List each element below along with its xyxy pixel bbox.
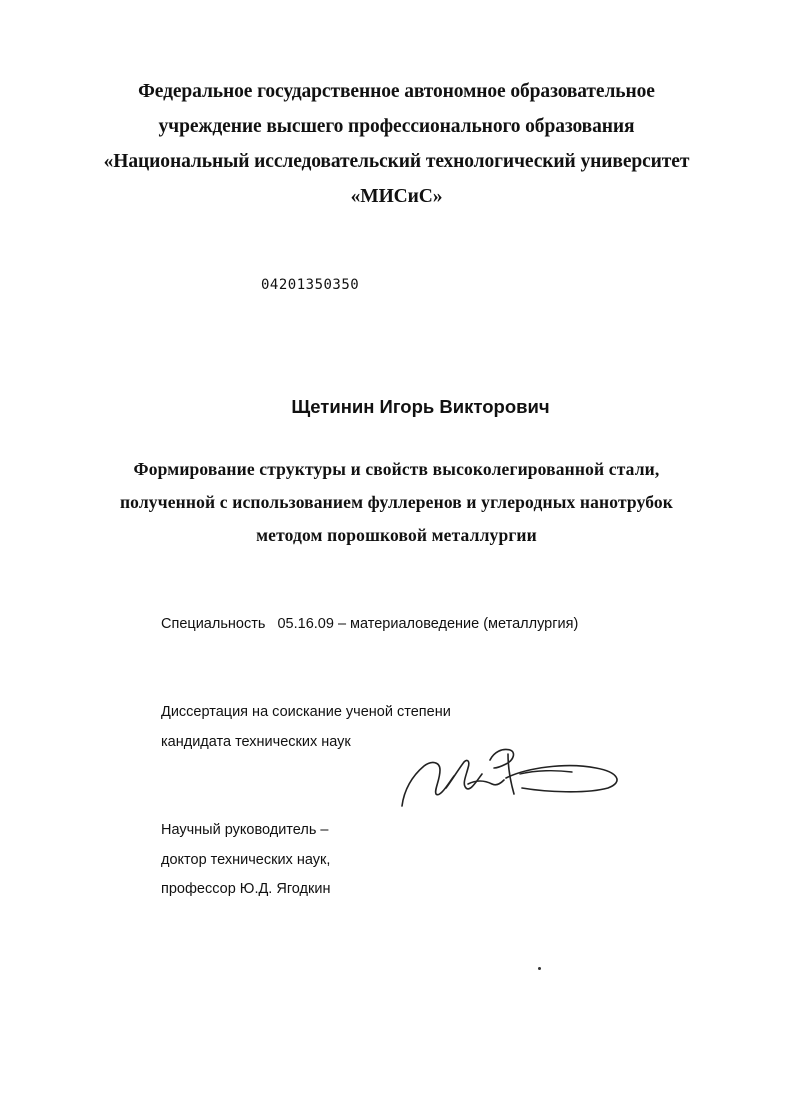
- signature: [396, 740, 626, 810]
- title-line-1: Формирование структуры и свойств высоколегированной стали,: [133, 459, 660, 479]
- supervisor-line-2: доктор технических наук,: [161, 852, 331, 868]
- scan-speck: [538, 967, 541, 970]
- speciality: Специальность 05.16.09 – материаловедение (металлургия): [161, 616, 579, 632]
- dissertation-line-1: Диссертация на соискание ученой степени: [161, 704, 451, 720]
- dissertation-line-2: кандидата технических наук: [161, 734, 351, 750]
- supervisor-line-1: Научный руководитель –: [161, 822, 329, 838]
- document-code: 04201350350: [261, 277, 360, 293]
- title-line-2: полученной с использованием фуллеренов и углеродных нанотрубок: [119, 492, 674, 512]
- institution-line-3: «Национальный исследовательский технологический университет: [103, 151, 690, 172]
- institution-line-2: учреждение высшего профессионального образования: [158, 116, 635, 137]
- title-line-3: методом порошковой металлургии: [256, 525, 537, 545]
- institution-line-1: Федеральное государственное автономное образовательное: [138, 81, 655, 102]
- supervisor-line-3: профессор Ю.Д. Ягодкин: [161, 881, 331, 897]
- author-name: Щетинин Игорь Викторович: [291, 396, 550, 417]
- institution-line-4: «МИСиС»: [350, 186, 443, 207]
